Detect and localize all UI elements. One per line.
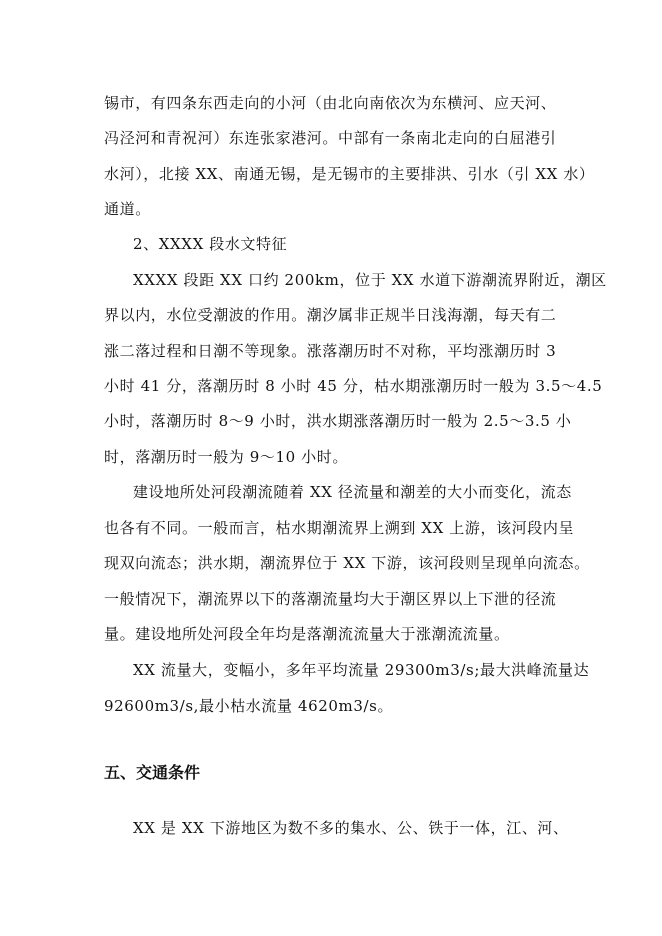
subsection-title: 2、XXXX 段水文特征 (133, 235, 288, 253)
paragraph-line: 涨二落过程和日潮不等现象。涨落潮历时不对称，平均涨潮历时 3 (104, 342, 557, 360)
section-heading: 五、交通条件 (104, 763, 201, 782)
paragraph-line: 92600m3/s,最小枯水流量 4620m3/s。 (104, 697, 394, 715)
paragraph-line: 量。建设地所处河段全年均是落潮流流量大于涨潮流流量。 (104, 625, 510, 643)
paragraph-line: XX 流量大，变幅小，多年平均流量 29300m3/s;最大洪峰流量达 (133, 661, 590, 679)
paragraph-line: 界以内，水位受潮波的作用。潮汐属非正规半日浅海潮，每天有二 (104, 306, 557, 324)
paragraph-line: 时，落潮历时一般为 9～10 小时。 (104, 448, 348, 466)
paragraph-line: XXXX 段距 XX 口约 200km，位于 XX 水道下游潮流界附近，潮区 (133, 271, 607, 289)
paragraph-line: XX 是 XX 下游地区为数不多的集水、公、铁于一体，江、河、 (133, 819, 569, 837)
paragraph-line: 通道。 (104, 200, 151, 218)
paragraph-line: 建设地所处河段潮流随着 XX 径流量和潮差的大小而变化，流态 (133, 483, 572, 501)
paragraph-line: 冯泾河和青祝河）东连张家港河。中部有一条南北走向的白屈港引 (104, 129, 557, 147)
paragraph-line: 锡市，有四条东西走向的小河（由北向南依次为东横河、应天河、 (104, 94, 557, 112)
paragraph-line: 现双向流态；洪水期，潮流界位于 XX 下游，该河段则呈现单向流态。 (104, 554, 590, 572)
paragraph-line: 也各有不同。一般而言，枯水期潮流界上溯到 XX 上游，该河段内呈 (104, 519, 575, 537)
paragraph-line: 小时，落潮历时 8～9 小时，洪水期涨落潮历时一般为 2.5～3.5 小 (104, 412, 572, 430)
paragraph-line: 水河），北接 XX、南通无锡，是无锡市的主要排洪、引水（引 XX 水） (104, 165, 595, 183)
paragraph-line: 小时 41 分，落潮历时 8 小时 45 分，枯水期涨潮历时一般为 3.5～4.5 (104, 377, 603, 395)
paragraph-line: 一般情况下，潮流界以下的落潮流量均大于潮区界以上下泄的径流 (104, 590, 557, 608)
